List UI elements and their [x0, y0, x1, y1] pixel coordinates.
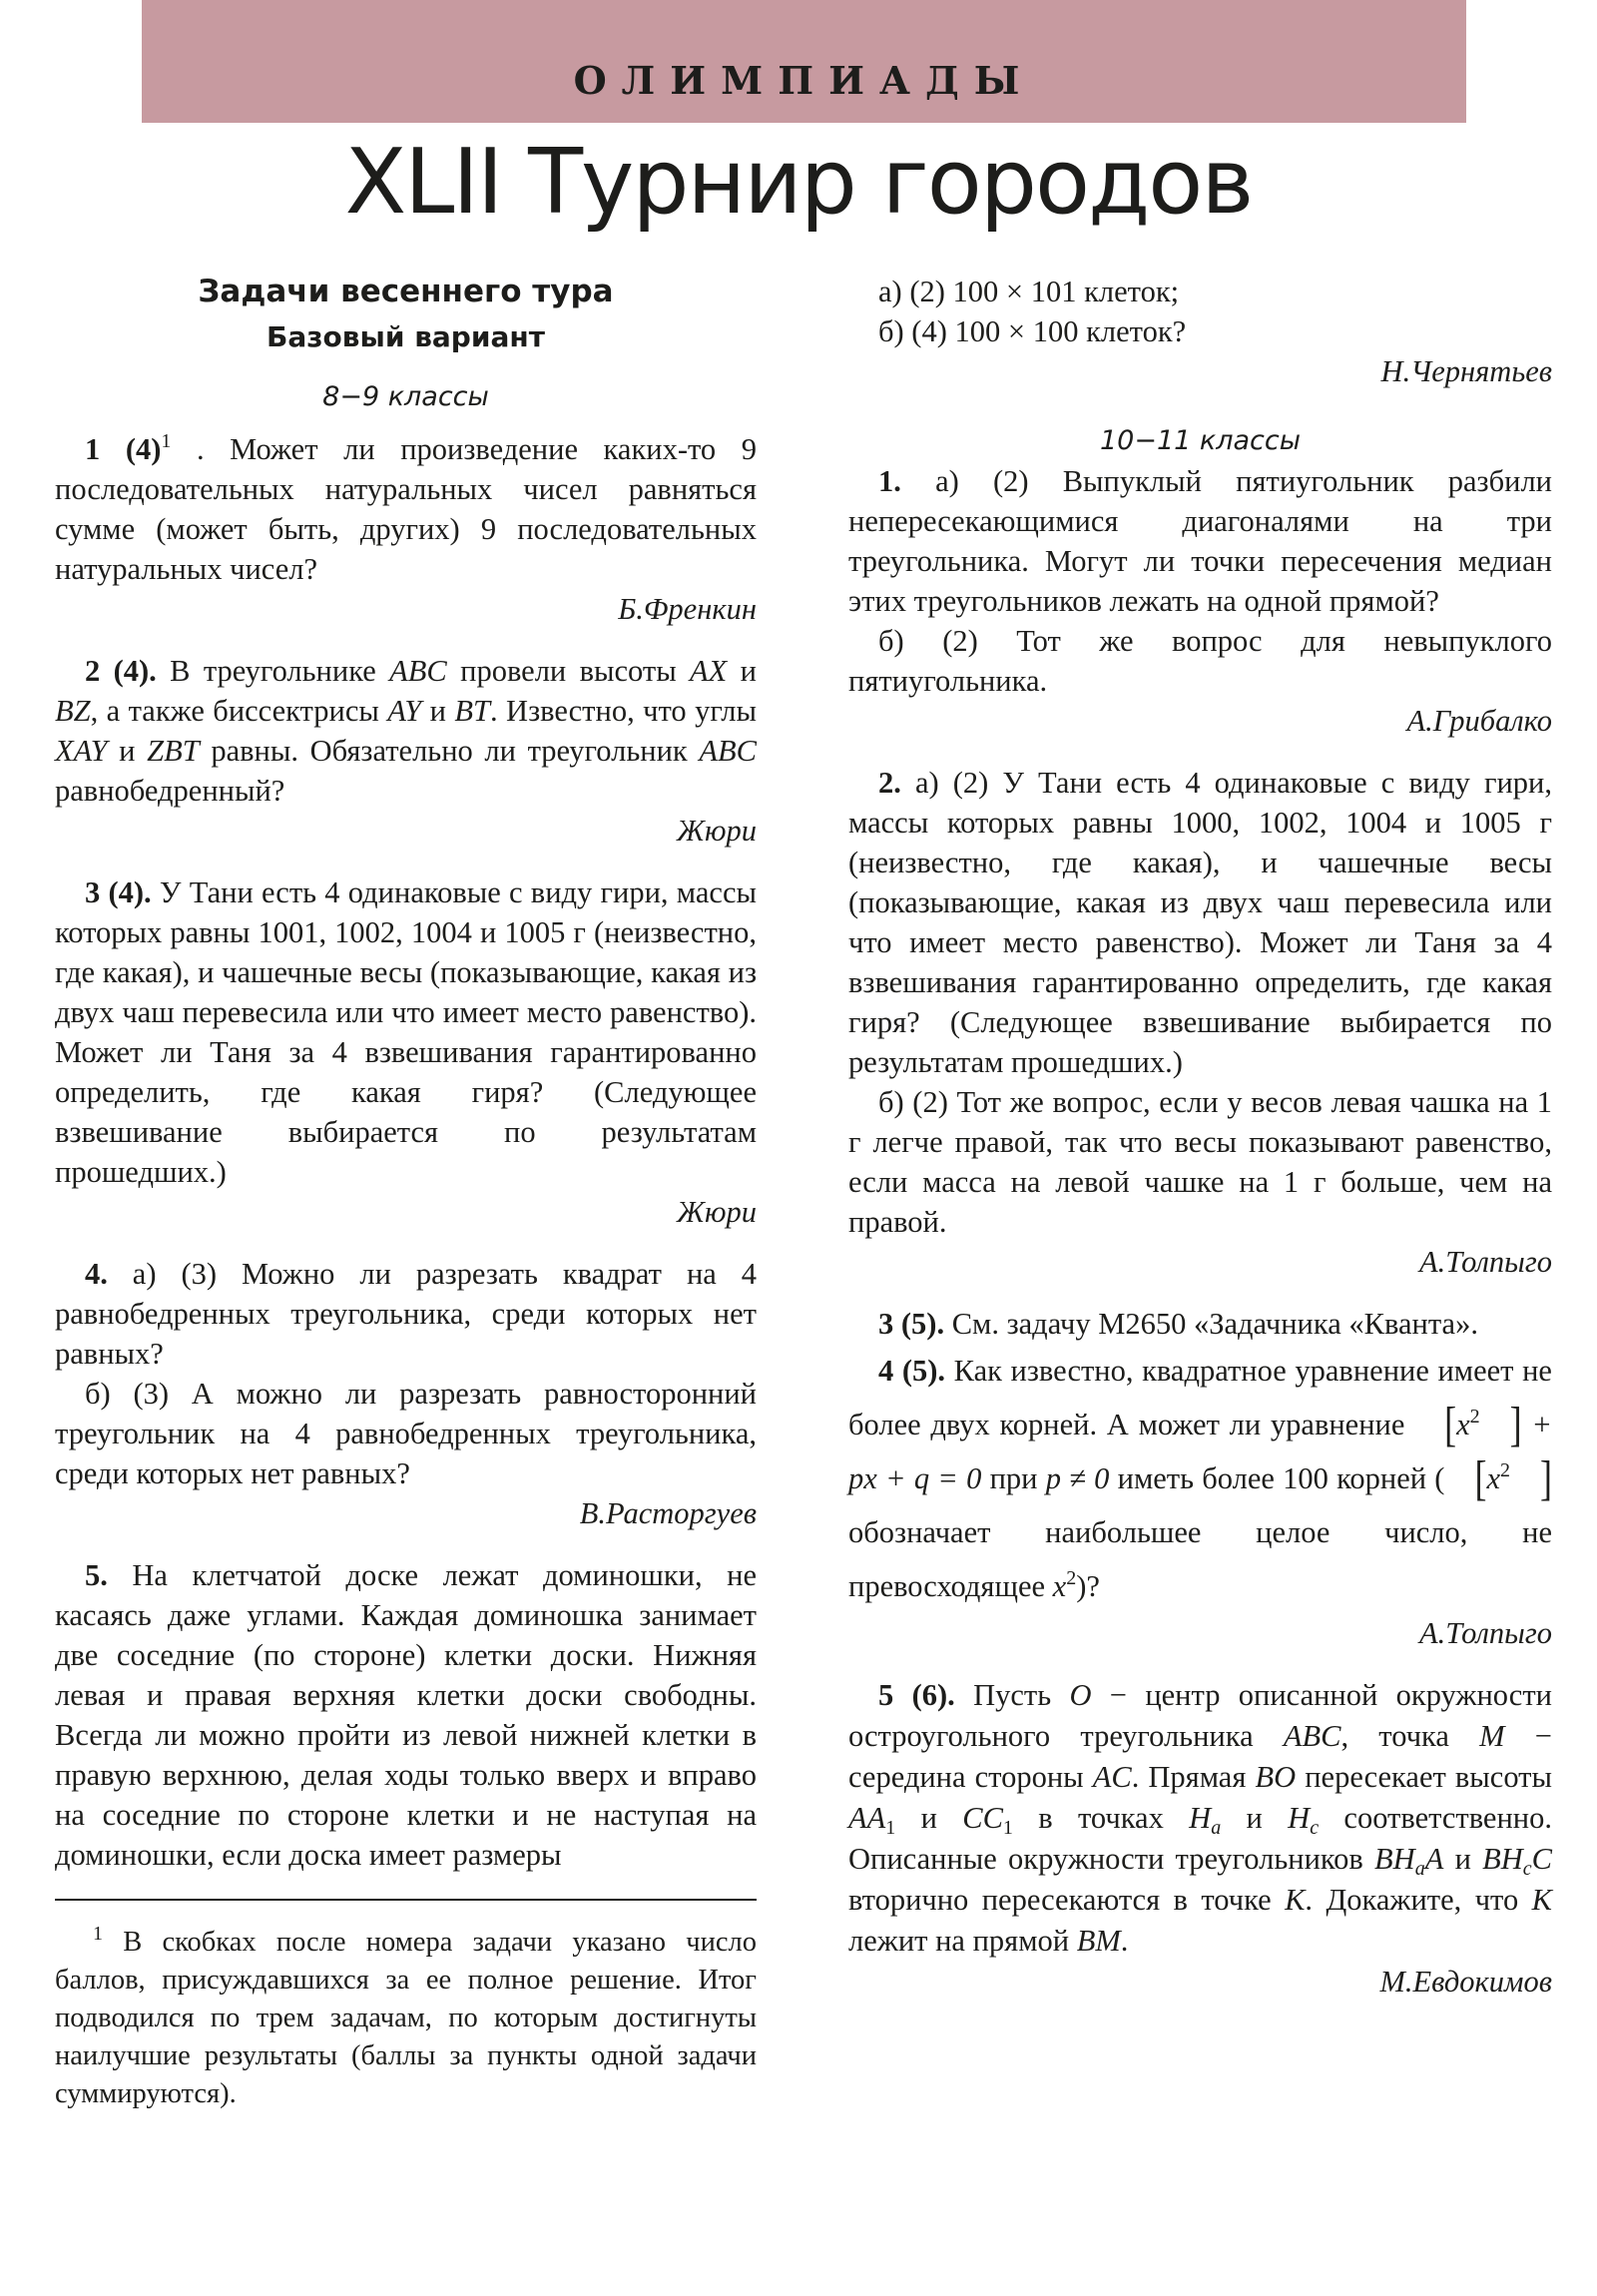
text-span: c: [1522, 1858, 1532, 1880]
text-span: [: [1444, 1398, 1457, 1451]
problem: [55, 872, 757, 1232]
variant-heading: Базовый вариант: [266, 320, 545, 353]
text-span: при: [981, 1461, 1046, 1495]
text-span: BT: [454, 694, 490, 728]
problem-author: Жюри: [677, 1195, 757, 1229]
text-span: б) (4) 100 × 100 клеток?: [878, 314, 1187, 348]
text-span: соответственно. Описанные окружности треугольников: [848, 1801, 1552, 1876]
text-span: − середина стороны: [848, 1719, 1553, 1794]
text-span: x: [1456, 1408, 1470, 1441]
text-span: − центр описанной окружности остроугольного треугольника: [848, 1678, 1552, 1753]
text-span: и: [1221, 1801, 1289, 1835]
text-span: 2: [1500, 1459, 1511, 1481]
text-span: Пусть: [954, 1678, 1070, 1712]
footnote-mark: 1: [161, 430, 172, 452]
text-span: иметь более 100 корней (: [1109, 1461, 1445, 1495]
text-span: 4.: [85, 1257, 108, 1291]
text-span: ABC: [389, 654, 447, 688]
right-column: [848, 272, 1552, 2002]
text-span: H: [1189, 1801, 1212, 1835]
problem-author: Н.Чернятьев: [1380, 354, 1552, 388]
text-span: а) (2) 100 × 101 клеток;: [878, 275, 1180, 308]
text-span: Как известно, квадратное уравнение имеет не более двух корней. А может ли уравнение: [848, 1354, 1552, 1441]
text-span: 5: [878, 1678, 894, 1712]
text-span: + px + q = 0: [848, 1408, 1552, 1495]
section-label: ОЛИМПИАДЫ: [573, 58, 1035, 103]
text-span: 1: [93, 1923, 103, 1945]
text-span: 1: [1002, 1817, 1013, 1839]
text-span: . Может ли произведение каких-то 9 последовательных натуральных чисел равняться сумме (может быть, других) 9 последовательных натуральных чисел?: [55, 432, 757, 586]
text-span: H: [1288, 1801, 1311, 1835]
problem: [55, 651, 757, 851]
text-span: лежит на прямой: [848, 1924, 1077, 1958]
problem-author: В.Расторгуев: [579, 1496, 757, 1530]
text-span: AY: [387, 694, 422, 728]
problem-author: Б.Френкин: [618, 592, 757, 626]
text-span: BH: [1482, 1842, 1523, 1876]
text-span: BO: [1255, 1760, 1297, 1794]
text-span: (5).: [893, 1354, 946, 1388]
text-span: (6).: [893, 1678, 955, 1712]
problem: [848, 1304, 1552, 1344]
text-span: . Известно, что углы: [489, 694, 757, 728]
left-column: [55, 268, 757, 2113]
text-span: 4: [878, 1354, 894, 1388]
problem: [848, 1344, 1552, 1653]
text-span: (4).: [100, 875, 152, 909]
text-span: XAY: [55, 734, 108, 768]
text-span: (4).: [100, 654, 157, 688]
text-span: BH: [1374, 1842, 1415, 1876]
problem: [848, 1675, 1552, 2002]
text-span: а) (2) У Тани есть 4 одинаковые с виду гири, массы которых равны 1000, 1002, 1004 и 1005 г (неизвестно, где какая), и чашечные весы (показывающие, какая из двух чаш перевесила или что имеет место равенство). Может ли Таня за 4 взвешивания гарантированно определить, где какая гиря? (Следующее взвешивание выбирается по результатам прошедших.): [848, 766, 1552, 1079]
text-span: 3: [878, 1307, 894, 1341]
text-span: На клетчатой доске лежат доминошки, не касаясь даже углами. Каждая доминошка занимает две соседние (по стороне) клетки доски. Нижняя левая и правая верхняя клетки доски свободны. Всегда ли можно пройти из левой нижней клетки в правую верхнюю, делая ходы только вверх и вправо на соседние по стороне клетки и не наступая на доминошки, если доска имеет размеры: [55, 1558, 757, 1872]
text-span: в точках: [1012, 1801, 1190, 1835]
text-span: )?: [1076, 1569, 1100, 1603]
problem-author: А.Грибалко: [1406, 704, 1552, 738]
text-span: и: [1443, 1842, 1483, 1876]
text-span: 2: [85, 654, 101, 688]
text-span: 2.: [878, 766, 901, 800]
text-span: равны. Обязательно ли треугольник: [199, 734, 700, 768]
text-span: 5.: [85, 1558, 108, 1592]
text-span: CC: [962, 1801, 1003, 1835]
text-span: a: [1414, 1858, 1425, 1880]
tour-heading: Задачи весеннего тура: [198, 274, 614, 309]
text-span: пересекает высоты: [1296, 1760, 1552, 1794]
text-span: 3: [85, 875, 101, 909]
text-span: . Докажите, что: [1305, 1883, 1532, 1917]
text-span: См. задачу М2650 «Задачника «Кванта».: [944, 1307, 1478, 1341]
text-span: б) (3) А можно ли разрезать равносторонний треугольник на 4 равнобедренных треугольника, среди которых нет равных?: [55, 1377, 757, 1490]
text-span: A: [1424, 1842, 1444, 1876]
text-span: У Тани есть 4 одинаковые с виду гири, массы которых равны 1001, 1002, 1004 и 1005 г (неизвестно, где какая), и чашечные весы (показывающие, какая из двух чаш перевесила или что имеет место равенство). Может ли Таня за 4 взвешивания гарантированно определить, где какая гиря? (Следующее взвешивание выбирается по результатам прошедших.): [55, 875, 757, 1189]
text-span: c: [1310, 1817, 1320, 1839]
text-span: K: [1285, 1883, 1306, 1917]
text-span: x: [1052, 1569, 1067, 1603]
text-span: K: [1531, 1883, 1552, 1917]
problem: [848, 763, 1552, 1282]
text-span: , точка: [1340, 1719, 1480, 1753]
text-span: AA: [848, 1801, 886, 1835]
text-span: 2: [1469, 1406, 1480, 1428]
text-span: и: [895, 1801, 963, 1835]
text-span: , а также биссектрисы: [90, 694, 388, 728]
text-span: б) (2) Тот же вопрос для невыпуклого пятиугольника.: [848, 624, 1552, 698]
text-span: (4): [100, 432, 162, 466]
text-span: .: [1120, 1924, 1129, 1958]
text-span: O: [1069, 1678, 1092, 1712]
text-span: a: [1211, 1817, 1222, 1839]
problem-author: А.Толпыго: [1419, 1245, 1552, 1279]
text-span: C: [1531, 1842, 1553, 1876]
footnote: [55, 1915, 757, 2113]
text-span: ]: [1509, 1398, 1522, 1451]
problem: [848, 461, 1552, 741]
text-span: равнобедренный?: [55, 774, 285, 808]
text-span: и: [727, 654, 757, 688]
section-banner: [142, 0, 1466, 123]
text-span: 1: [885, 1817, 896, 1839]
text-span: б) (2) Тот же вопрос, если у весов левая чашка на 1 г легче правой, так что весы показывают равенство, если масса на левой чашке на 1 г больше, чем на правой.: [848, 1085, 1552, 1239]
text-span: а) (2) Выпуклый пятиугольник разбили непересекающимися диагоналями на три треугольника. Могут ли точки пересечения медиан этих треугольников лежать на одной прямой?: [848, 464, 1552, 618]
text-span: x: [1486, 1461, 1501, 1495]
text-span: AX: [690, 654, 728, 688]
text-span: а) (3) Можно ли разрезать квадрат на 4 равнобедренных треугольника, среди которых нет равных?: [55, 1257, 757, 1371]
problem-author: М.Евдокимов: [1379, 1965, 1552, 1999]
text-span: M: [1479, 1719, 1505, 1753]
problem: [55, 1555, 757, 1875]
text-span: провели высоты: [446, 654, 691, 688]
text-span: BM: [1076, 1924, 1121, 1958]
text-span: и: [421, 694, 455, 728]
text-span: 2: [1066, 1567, 1077, 1589]
page-title: XLII Турнир городов: [344, 130, 1253, 235]
problem-continuation: [848, 272, 1552, 391]
problem: [55, 429, 757, 629]
footnote-divider: [55, 1899, 757, 1901]
text-span: В скобках после номера задачи указано число баллов, присуждавшихся за ее полное решение. Итог подводился по трем задачам, по которым достигнуты наилучшие результаты (баллы за пункты одной задачи суммируются).: [55, 1927, 757, 2109]
grade-label: 10−11 классы: [1099, 425, 1302, 456]
problem: [55, 1254, 757, 1533]
text-span: ZBT: [147, 734, 200, 768]
text-span: 1.: [878, 464, 901, 498]
text-span: В треугольнике: [156, 654, 390, 688]
text-span: ]: [1540, 1451, 1553, 1505]
text-span: ABC: [1283, 1719, 1341, 1753]
text-span: 1: [85, 432, 101, 466]
text-span: BZ: [55, 694, 91, 728]
text-span: вторично пересекаются в точке: [848, 1883, 1286, 1917]
text-span: AC: [1092, 1760, 1132, 1794]
problem-author: А.Толпыго: [1419, 1616, 1552, 1650]
problem-author: Жюри: [677, 814, 757, 848]
text-span: [: [1474, 1451, 1487, 1505]
grade-label: 8−9 классы: [322, 381, 489, 412]
text-span: . Прямая: [1131, 1760, 1256, 1794]
text-span: (5).: [893, 1307, 945, 1341]
text-span: обозначает наибольшее целое число, не превосходящее: [848, 1515, 1552, 1603]
text-span: и: [107, 734, 148, 768]
text-span: ABC: [699, 734, 757, 768]
text-span: p ≠ 0: [1045, 1461, 1110, 1495]
